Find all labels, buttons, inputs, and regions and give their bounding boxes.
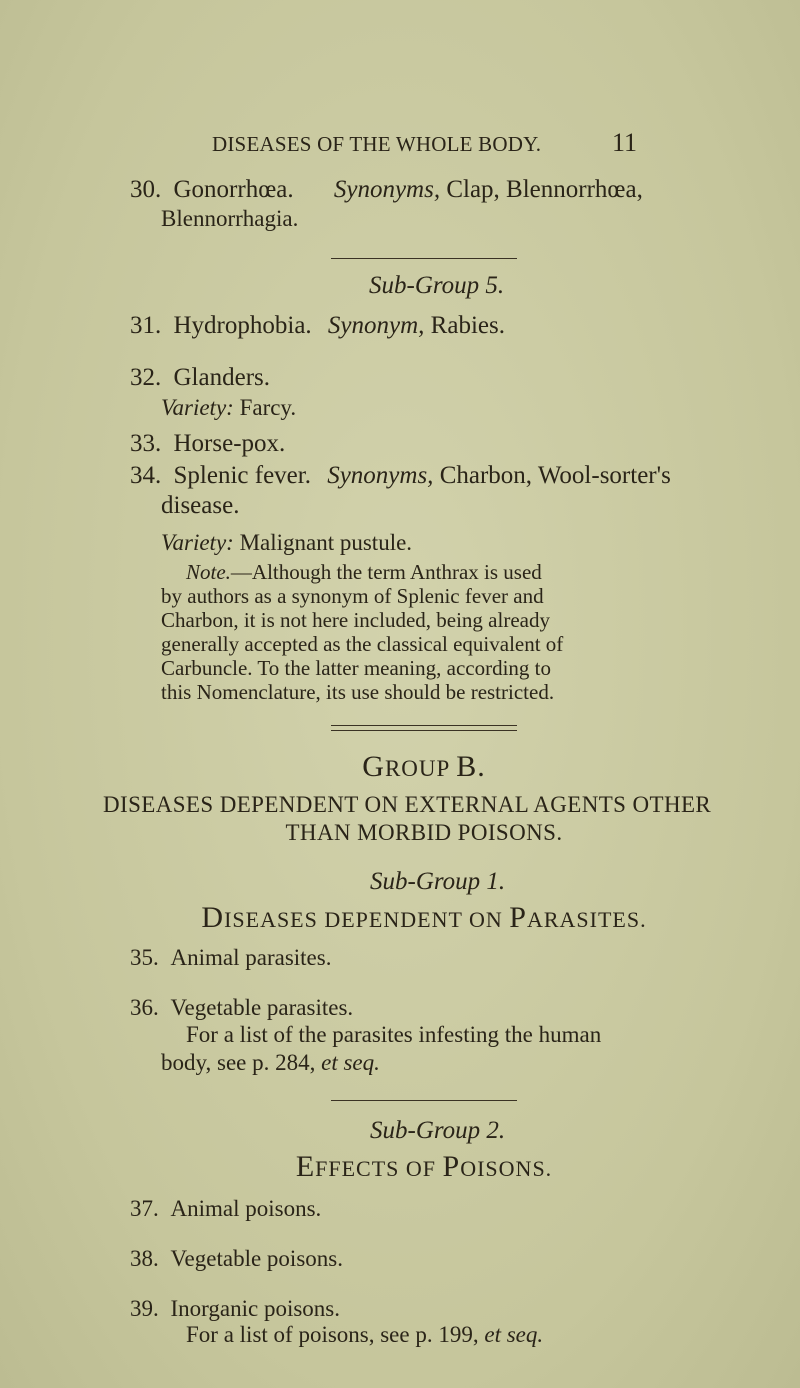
entry-number: 31. <box>130 312 162 339</box>
disease-name: Hydrophobia. <box>173 312 312 339</box>
running-header: DISEASES OF THE WHOLE BODY. <box>212 132 542 156</box>
page-number: 11 <box>612 128 638 157</box>
entry-number: 34. <box>130 462 162 489</box>
subgroup-1-title: DISEASES DEPENDENT ON PARASITES. <box>201 901 647 934</box>
synonyms-label: Synonyms, <box>333 176 441 203</box>
note-line: by authors as a synonym of Splenic fever and <box>161 584 544 608</box>
entry-38 <box>130 1246 343 1272</box>
entry-30 <box>130 176 643 204</box>
disease-name: Horse-pox. <box>173 430 286 457</box>
synonyms-label: Synonyms, <box>327 462 434 489</box>
subgroup-5-heading: Sub-Group 5. <box>369 272 505 299</box>
note-line: Carbuncle. To the latter meaning, according to <box>161 656 552 680</box>
disease-name: Vegetable parasites. <box>170 995 354 1020</box>
disease-name: Glanders. <box>173 364 270 391</box>
entry-31 <box>130 312 505 340</box>
synonyms: Clap, Blennorrhœa, <box>446 176 643 203</box>
group-b-subtitle-1: DISEASES DEPENDENT ON EXTERNAL AGENTS OTHER <box>103 792 712 817</box>
entry-32-variety <box>161 395 296 421</box>
note-line <box>186 560 542 585</box>
variety-label: Variety: <box>161 530 234 555</box>
note-line: generally accepted as the classical equivalent of <box>161 632 564 656</box>
synonyms: Charbon, Wool-sorter's <box>439 462 671 489</box>
subgroup-2-title: EFFECTS OF POISONS. <box>295 1150 553 1183</box>
disease-name: Vegetable poisons. <box>170 1246 343 1271</box>
note-text: —Although the term Anthrax is used <box>230 560 542 584</box>
entry-number: 37. <box>130 1196 159 1221</box>
entry-39-note: For a list of poisons, see p. 199, et seq. <box>186 1322 544 1347</box>
double-rule-bottom <box>331 730 517 731</box>
disease-name: Splenic fever. <box>173 462 311 489</box>
entry-36-note-cont: body, see p. 284, et seq. <box>161 1050 380 1075</box>
synonym-label: Synonym, <box>327 312 425 339</box>
double-rule-top <box>331 725 517 726</box>
section-divider <box>331 1100 517 1101</box>
entry-number: 35. <box>130 945 159 970</box>
note-line: this Nomenclature, its use should be restricted. <box>161 680 555 704</box>
variety: Farcy. <box>239 395 297 420</box>
entry-34 <box>130 462 671 490</box>
entry-34-variety <box>161 530 412 556</box>
entry-33 <box>130 430 285 458</box>
variety-label: Variety: <box>161 395 234 420</box>
entry-34-cont: disease. <box>161 492 240 519</box>
entry-36-note: For a list of the parasites infesting the human <box>186 1022 602 1047</box>
synonym: Rabies. <box>430 312 505 339</box>
entry-number: 30. <box>130 176 162 203</box>
entry-35 <box>130 945 331 971</box>
disease-name: Inorganic poisons. <box>170 1296 341 1321</box>
note-label: Note. <box>186 560 231 584</box>
entry-number: 33. <box>130 430 162 457</box>
section-divider <box>331 258 517 259</box>
variety: Malignant pustule. <box>239 530 413 555</box>
group-b-title: GROUP B. <box>362 750 486 783</box>
entry-37 <box>130 1196 321 1222</box>
entry-number: 39. <box>130 1296 159 1321</box>
group-b-subtitle-2: THAN MORBID POISONS. <box>285 820 563 845</box>
entry-36 <box>130 995 353 1021</box>
disease-name: Animal poisons. <box>170 1196 322 1221</box>
entry-32 <box>130 364 270 392</box>
disease-name: Gonorrhœa. <box>173 176 294 203</box>
entry-number: 36. <box>130 995 159 1020</box>
entry-30-cont: Blennorrhagia. <box>161 206 299 231</box>
subgroup-1-heading: Sub-Group 1. <box>370 868 506 895</box>
entry-39 <box>130 1296 340 1322</box>
entry-number: 38. <box>130 1246 159 1271</box>
subgroup-2-heading: Sub-Group 2. <box>370 1117 506 1144</box>
entry-number: 32. <box>130 364 162 391</box>
disease-name: Animal parasites. <box>170 945 332 970</box>
note-line: Charbon, it is not here included, being already <box>161 608 550 632</box>
